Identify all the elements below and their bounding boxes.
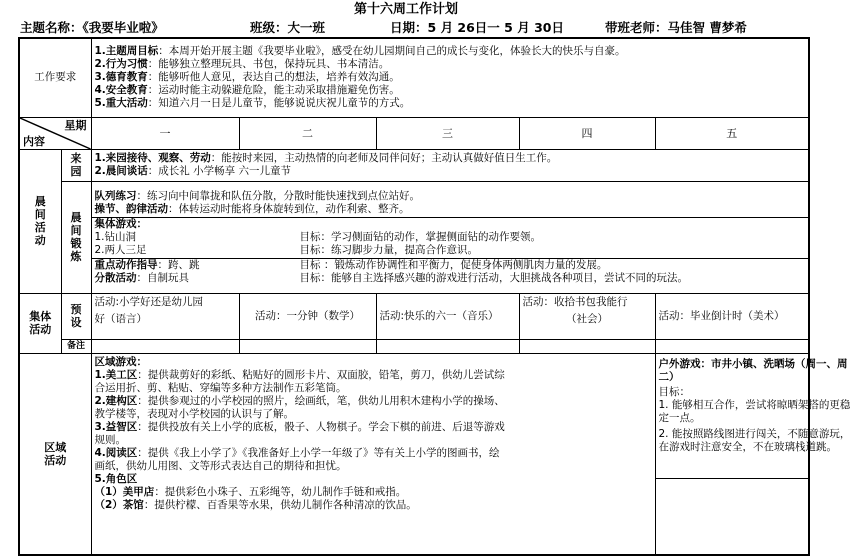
date-value: 5 月 26日一 5 月 30日 — [427, 20, 564, 35]
game-goal: 目标：学习侧面钻的动作，掌握侧面钻的动作要领。 — [299, 230, 541, 243]
note-cell — [519, 339, 655, 353]
week-corner-cell — [19, 117, 91, 149]
day-header: 一 — [91, 117, 239, 149]
game-name: 2.两人三足 — [94, 243, 147, 256]
note-cell — [376, 339, 519, 353]
content-label: 内容 — [23, 134, 45, 148]
preset-label: 预设 — [61, 293, 91, 339]
exercise-content: 队列练习：练习向中间靠拢和队伍分散，分散时能快速找到点位站好。 操节、韵律活动：体转运动时能将身体旋转到位，动作利索、整齐。 集体游戏： 1.钻山洞 目标：学习侧面钻的动作，掌握侧面钻的动作要领。 2.两人三足 目标：练习脚步力量，提高合作意识。 重点动作指导：跨、跳 目标 ：锻炼动作协调性和平衡力，促使身体两侧肌肉力量的发展。 分散活动：自制玩具 目标：能够自主选择感兴趣的游戏进行活动，大胆挑战各种项目，尝试不同的玩法。 — [91, 181, 809, 293]
work-req-content — [91, 38, 809, 117]
work-req-item: 4.安全教育：运动时能主动躲避危险，能主动采取措施避免伤害。 — [94, 84, 400, 97]
class-value: 大一班 — [287, 20, 326, 35]
week-header-row — [19, 117, 809, 149]
morning-exercise-row — [19, 181, 809, 293]
collective-day-cell: 活动：毕业倒计时（美术） — [655, 293, 809, 339]
work-req-label: 工作要求 — [19, 38, 91, 117]
work-req-item: 1.主题周目标：本周开始开展主题《我要毕业啦》，感受在幼儿园期间自己的成长与变化，体验长大的快乐与自豪。 — [94, 45, 626, 58]
class-info — [250, 19, 325, 36]
morning-arrive-row — [19, 149, 809, 181]
teacher-label: 带班老师： — [605, 20, 668, 35]
day-header: 四 — [519, 117, 655, 149]
work-req-item: 5.重大活动：知道六月一日是儿童节，能够说说庆祝儿童节的方式。 — [94, 97, 411, 110]
morning-label: 晨间活动 — [19, 149, 61, 293]
collective-day-cell: 活动:快乐的六一（音乐） — [376, 293, 519, 339]
teacher-value: 马佳智 曹梦希 — [667, 20, 747, 35]
work-req-row — [19, 38, 809, 117]
note-cell — [91, 339, 239, 353]
focus-goal: 目标 ：锻炼动作协调性和平衡力，促使身体两侧肌肉力量的发展。 — [299, 258, 608, 271]
scatter-goal: 目标：能够自主选择感兴趣的游戏进行活动，大胆挑战各种项目，尝试不同的玩法。 — [299, 271, 688, 284]
star-label: 星期 — [64, 118, 87, 132]
note-cell — [655, 339, 809, 353]
area-label: 区域活动 — [19, 353, 91, 555]
area-row — [19, 353, 809, 555]
day-header: 二 — [239, 117, 376, 149]
game-goal: 目标：练习脚步力量，提高合作意识。 — [299, 243, 478, 256]
teacher-info — [605, 19, 747, 36]
exercise-label: 晨间锻炼 — [61, 181, 91, 293]
theme-label: 主题名称： — [20, 20, 83, 35]
note-cell — [239, 339, 376, 353]
arrive-content: 1.来园接待、观察、劳动：能按时来园，主动热情的向老师及同伴问好；主动认真做好值日生工作。 2.晨间谈话：成长礼 小学畅享 六一儿童节 — [91, 149, 809, 181]
date-info — [390, 19, 564, 36]
outdoor-content: 户外游戏：市井小镇、洗晒场（周一、周 二） 目标： 1. 能够相互合作，尝试将晾晒架搭的更稳 定一点。 2. 能按照路线图进行闯关，不随意游玩， 在游戏时注意安全，不在玻璃栈道跳。 — [655, 353, 809, 555]
plan-table — [18, 37, 850, 556]
collective-day-cell: 活动:小学好还是幼儿园 好（语言） — [91, 293, 239, 339]
plan-header — [20, 19, 810, 36]
collective-label: 集体活动 — [19, 293, 61, 353]
class-label: 班级： — [250, 20, 288, 35]
date-label: 日期： — [390, 20, 428, 35]
game-name: 1.钻山洞 — [94, 230, 137, 243]
theme-value: 《我要毕业啦》 — [82, 20, 164, 35]
work-req-item: 2.行为习惯：能够独立整理玩具、书包，保持玩具、书本清洁。 — [94, 58, 390, 71]
collective-day-cell: 活动：一分钟（数学） — [239, 293, 376, 339]
collective-day-cell: 活动：收拾书包我能行 （社会） — [519, 293, 655, 339]
page-title: 第十六周工作计划 — [353, 2, 458, 17]
arrive-label: 来园 — [61, 149, 91, 181]
collective-row — [19, 293, 809, 339]
day-header: 五 — [655, 117, 809, 149]
theme-info — [20, 19, 164, 36]
work-req-item: 3.德育教育：能够听他人意见，表达自己的想法，培养有效沟通。 — [94, 71, 400, 84]
note-label: 备注 — [61, 339, 91, 353]
area-content: 区域游戏： 1.美工区：提供裁剪好的彩纸、粘贴好的圆形卡片、双面胶，铅笔，剪刀，供幼儿尝试综 合运用折、剪、粘贴、穿编等多种方法制作五彩笔筒。 2.建构区：提供参观过的小学校园的照片，绘画纸，笔，供幼儿用积木建构小学的操场、 教学楼等，表现对小学校园的认识与了解。 3.益智区：提供投放有关上小学的底板，骰子、人物棋子。学会下棋的前进、后退等游戏 规则。 4.阅读区：提供《我上小学了》《我准备好上小学一年级了》等有关上小学的图画书，绘 画纸，供幼儿用图、文等形式表达自己的期待和担忧。 5.角色区 （1）美甲店：提供彩色小珠子、五彩绳等，幼儿制作手链和戒指。 （2）茶馆：提供柠檬、百香果等水果，供幼儿制作各种清凉的饮品。 — [91, 353, 655, 555]
day-header: 三 — [376, 117, 519, 149]
collective-note-row — [19, 339, 809, 353]
